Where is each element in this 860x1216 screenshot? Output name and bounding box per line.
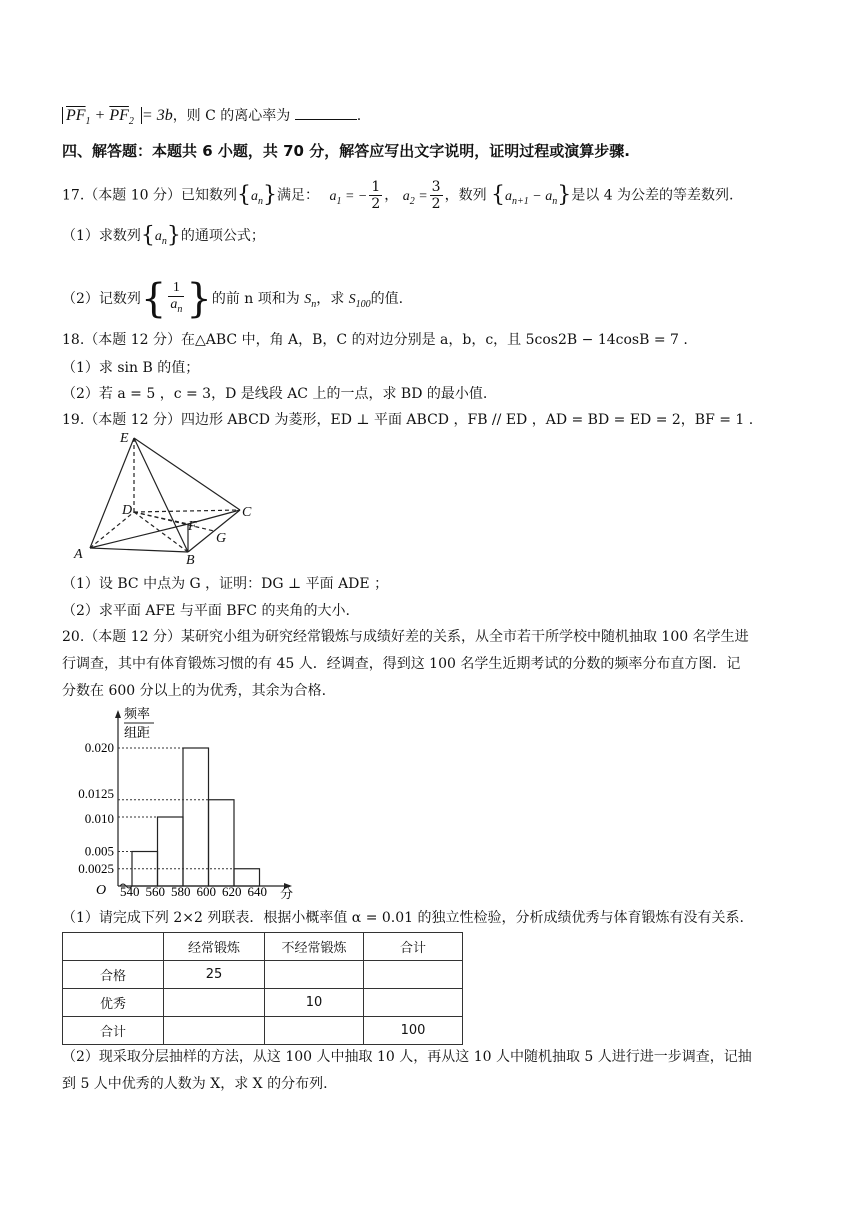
table-row [63, 1017, 463, 1045]
table-cell: 经常锻炼 [164, 933, 265, 961]
y-tick-label: 0.005 [84, 843, 114, 859]
q18-part2: （2）若 a = 5 ，c = 3，D 是线段 AC 上的一点，求 BD 的最小值. [62, 386, 488, 402]
x-tick-label: 620 [222, 884, 242, 899]
table-cell [265, 961, 364, 989]
table-cell [63, 933, 164, 961]
table-cell: 100 [364, 1017, 463, 1045]
table-row [63, 989, 463, 1017]
table-cell [265, 1017, 364, 1045]
q19-stem: 19.（本题 12 分）四边形 ABCD 为菱形，ED ⊥ 平面 ABCD ，FB // ED ，AD = BD = ED = 2，BF = 1 . [62, 412, 754, 428]
table-cell: 25 [164, 961, 265, 989]
frequency-histogram [62, 700, 312, 900]
table-cell: 不经常锻炼 [265, 933, 364, 961]
histogram-bar [209, 800, 235, 886]
q17-part2: （2）记数列{ $\frac{1}{a_n}$ }的前 n 项和为 $S_n$，求 $S_{100}$的值. [62, 275, 404, 322]
table-cell: 10 [265, 989, 364, 1017]
y-label-top: 频率 [124, 706, 151, 721]
label-c: C [242, 505, 252, 520]
x-tick-label: 540 [120, 884, 140, 899]
q19-pyramid-figure [62, 430, 262, 565]
histogram-bar [158, 817, 184, 886]
table-cell: 合格 [63, 961, 164, 989]
q16-tail-text: ，则 C 的离心率为 [172, 108, 291, 124]
contingency-table [62, 932, 463, 1045]
q20-part2-line2: 到 5 人中优秀的人数为 X，求 X 的分布列. [62, 1076, 328, 1092]
table-cell [164, 1017, 265, 1045]
q18-part1: （1）求 sin B 的值； [62, 360, 200, 376]
label-b: B [186, 553, 195, 565]
x-tick-label: 580 [171, 884, 191, 899]
q19-part1: （1）设 BC 中点为 G ，证明：DG ⊥ 平面 ADE ； [62, 576, 389, 592]
table-cell [364, 961, 463, 989]
x-tick-label: 640 [247, 884, 267, 899]
q17-part1: （1）求数列$\{a_n\}$的通项公式； [62, 223, 265, 248]
x-axis-unit: 分 [280, 886, 294, 900]
label-a: A [74, 547, 83, 562]
table-cell: 合计 [364, 933, 463, 961]
table-cell: 合计 [63, 1017, 164, 1045]
table-row [63, 961, 463, 989]
label-d: D [122, 503, 133, 518]
y-label-bottom: 组距 [124, 725, 151, 740]
y-tick-label: 0.0025 [78, 860, 114, 876]
origin-label: O [96, 883, 107, 898]
table-cell [364, 989, 463, 1017]
y-tick-label: 0.0125 [78, 785, 114, 801]
y-tick-label: 0.020 [84, 740, 114, 755]
label-g: G [216, 531, 227, 546]
table-cell: 优秀 [63, 989, 164, 1017]
x-tick-label: 560 [145, 884, 165, 899]
q20-part1: （1）请完成下列 2×2 列联表．根据小概率值 α = 0.01 的独立性检验，分析成绩优秀与体育锻炼有没有关系. [62, 910, 744, 926]
q20-stem-line2: 行调查，其中有体育锻炼习惯的有 45 人．经调查，得到这 100 名学生近期考试的分数的频率分布直方图．记 [62, 656, 741, 672]
q20-stem-line1: 20.（本题 12 分）某研究小组为研究经常锻炼与成绩好差的关系，从全市若干所学校中随机抽取 100 名学生进 [62, 629, 749, 645]
y-tick-label: 0.010 [84, 811, 114, 826]
answer-blank [295, 107, 357, 120]
q17-stem: 17.（本题 10 分）已知数列$\{a_n\}$满足： $a_1$ = − $\frac{1}{2}$ ， $a_2$ = $\frac{3}{2}$ ，数列 $\{a_{n+1} - a_n\}$是以 4 为公差的等差数列. [62, 179, 734, 212]
q16-tail: $\overline{PF}_1 + \overline{PF}_2 = 3b$，则 C 的离心率为 . [62, 106, 361, 132]
table-cell [164, 989, 265, 1017]
label-e: E [120, 431, 129, 446]
label-f: F [188, 519, 197, 534]
x-tick-label: 600 [196, 884, 216, 899]
histogram-bar [183, 748, 209, 886]
y-axis-arrow [115, 710, 121, 718]
q20-part2-line1: （2）现采取分层抽样的方法，从这 100 人中抽取 10 人，再从这 10 人中随机抽取 5 人进行进一步调查，记抽 [62, 1049, 752, 1065]
q19-part2: （2）求平面 AFE 与平面 BFC 的夹角的大小. [62, 603, 350, 619]
section-heading: 四、解答题：本题共 6 小题，共 70 分，解答应写出文字说明，证明过程或演算步骤. [62, 142, 630, 160]
table-header-row [63, 933, 463, 961]
q18-stem: 18.（本题 12 分）在△ABC 中，角 A，B，C 的对边分别是 a，b，c，且 5cos2B − 14cosB = 7 . [62, 332, 688, 348]
q20-stem-line3: 分数在 600 分以上的为优秀，其余为合格. [62, 683, 327, 699]
